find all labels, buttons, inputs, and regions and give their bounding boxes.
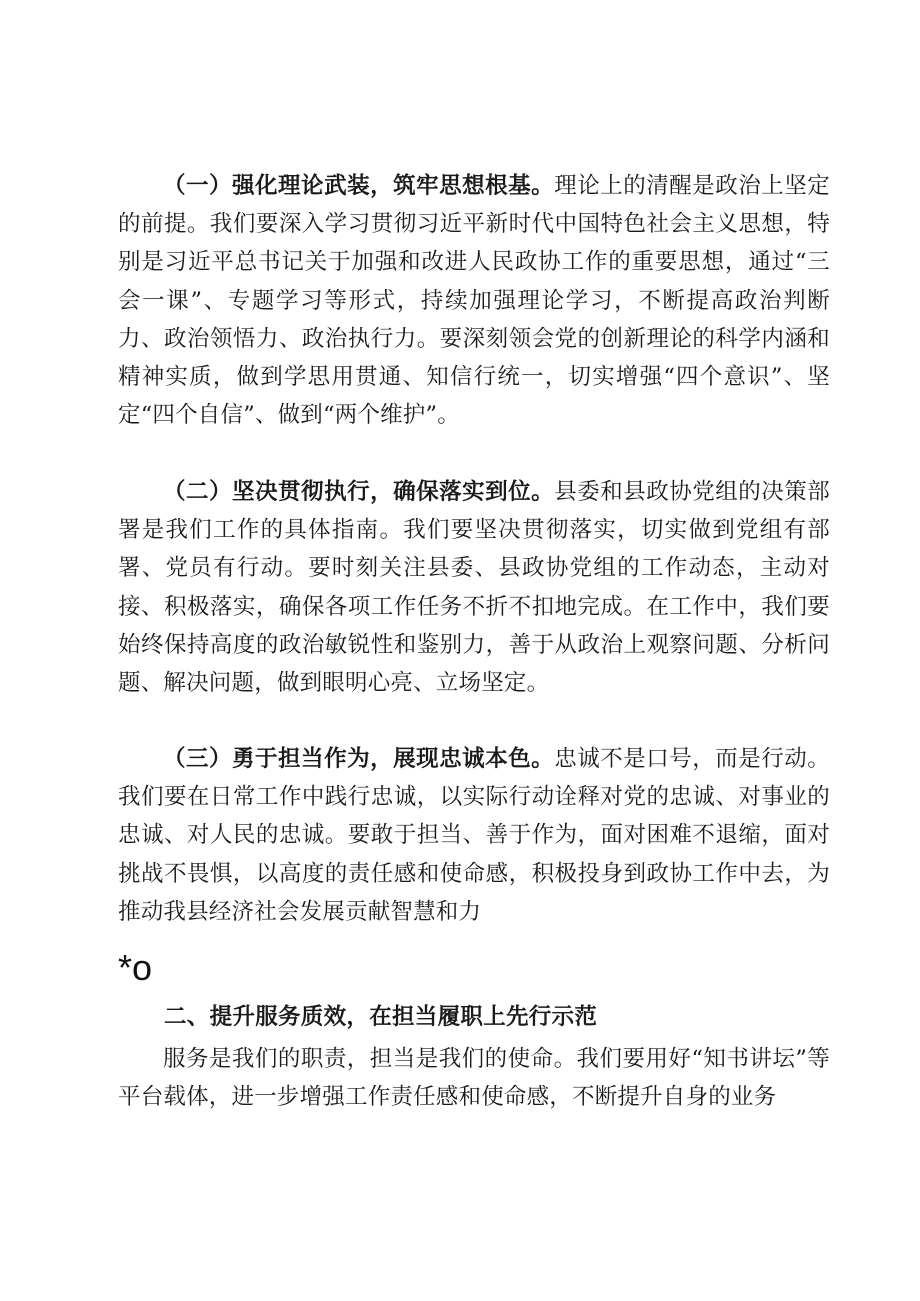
paragraph-1-heading: （一）强化理论武装，筑牢思想根基。 <box>163 173 555 199</box>
paragraph-1-body: 理论上的清醒是政治上坚定的前提。我们要深入学习贯彻习近平新时代中国特色社会主义思想，特别是习近平总书记关于加强和改进人民政协工作的重要思想，通过“三会一课”、专题学习等形式，持续加强理论学习，不断提高政治判断力、政治领悟力、政治执行力。要深刻领会党的创新理论的科学内涵和精神实质，做到学思用贯通、知信行统一，切实增强“四个意识”、坚定“四个自信”、做到“两个维护”。 <box>118 173 831 429</box>
paragraph-4: 服务是我们的职责，担当是我们的使命。我们要用好“知书讲坛”等平台载体，进一步增强工作责任感和使命感，不断提升自身的业务 <box>118 1046 830 1111</box>
paragraph-3-body: 忠诚不是口号，而是行动。我们要在日常工作中践行忠诚，以实际行动诠释对党的忠诚、对事业的忠诚、对人民的忠诚。要敢于担当、善于作为，面对困难不退缩，面对挑战不畏惧，以高度的责任感和使命感，积极投身到政协工作中去，为推动我县经济社会发展贡献智慧和力 <box>118 746 831 925</box>
section-heading: 二、提升服务质效，在担当履职上先行示范 <box>164 1004 598 1030</box>
ocr-artifact-text: *o <box>118 947 153 988</box>
paragraph-3 <box>118 740 830 931</box>
paragraph-2-heading: （二）坚决贯彻执行，确保落实到位。 <box>163 479 555 505</box>
paragraph-3-heading: （三）勇于担当作为，展现忠诚本色。 <box>163 746 555 772</box>
paragraph-2-body: 县委和县政协党组的决策部署是我们工作的具体指南。我们要坚决贯彻落实，切实做到党组有部署、党员有行动。要时刻关注县委、县政协党组的工作动态，主动对接、积极落实，确保各项工作任务不折不扣地完成。在工作中，我们要始终保持高度的政治敏锐性和鉴别力，善于从政治上观察问题、分析问题、解决问题，做到眼明心亮、立场坚定。 <box>118 479 831 697</box>
paragraph-1 <box>118 167 830 434</box>
paragraph-2 <box>118 473 830 702</box>
